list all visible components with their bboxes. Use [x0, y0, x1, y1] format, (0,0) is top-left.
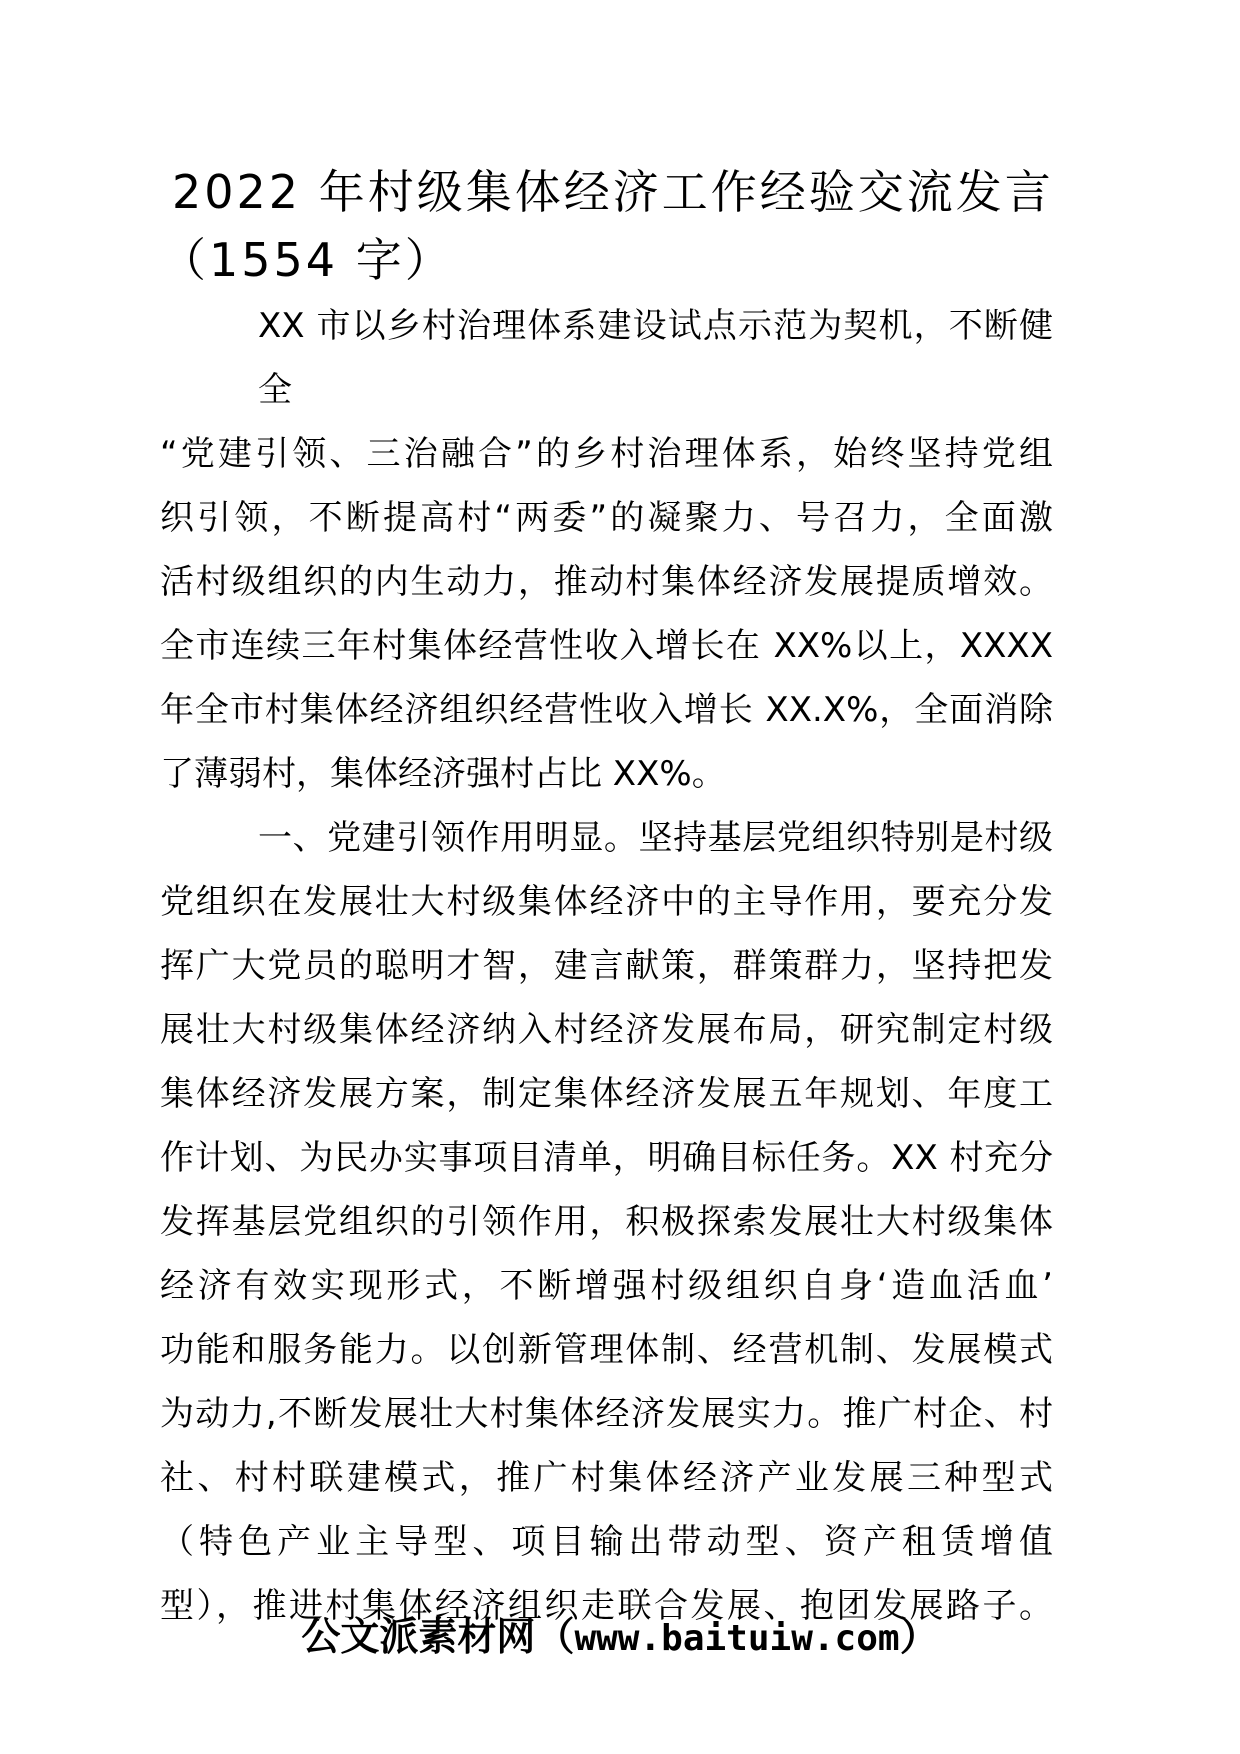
footer-close-paren: ）: [899, 1614, 939, 1660]
paragraph-2: [160, 806, 1053, 1638]
paragraph-line: 作计划、为民办实事项目清单，明确目标任务。XX 村充分: [160, 1138, 1053, 1178]
title-line-2: （1554 字）: [160, 233, 454, 287]
paragraph-line: 了薄弱村，集体经济强村占比 XX%。: [160, 754, 726, 794]
paragraph-line: 一、党建引领作用明显。坚持基层党组织特别是村级: [258, 818, 1053, 858]
paragraph-line: 活村级组织的内生动力，推动村集体经济发展提质增效。: [160, 562, 1053, 602]
paragraph-line: 为动力,不断发展壮大村集体经济发展实力。推广村企、村: [160, 1394, 1053, 1434]
paragraph-1: [160, 294, 1053, 806]
footer-open-paren: （: [535, 1614, 575, 1660]
paragraph-line: 挥广大党员的聪明才智，建言献策，群策群力，坚持把发: [160, 946, 1053, 986]
page-footer: [0, 1606, 1240, 1662]
paragraph-line: 经济有效实现形式，不断增强村级组织自身‘造血活血’: [160, 1266, 1053, 1306]
paragraph-line: 织引领，不断提高村“两委”的凝聚力、号召力，全面激: [160, 498, 1053, 538]
body-paragraphs: [160, 294, 1053, 1638]
footer-site-name: 公文派素材网: [301, 1614, 536, 1660]
paragraph-line: 集体经济发展方案，制定集体经济发展五年规划、年度工: [160, 1074, 1053, 1114]
paragraph-line: 社、村村联建模式，推广村集体经济产业发展三种型式: [160, 1458, 1053, 1498]
document-content: [160, 158, 1053, 1638]
title-line-1: 2022 年村级集体经济工作经验交流发言: [172, 165, 1054, 219]
paragraph-line: XX 市以乡村治理体系建设试点示范为契机，不断健全: [258, 306, 1053, 410]
paragraph-line: 展壮大村级集体经济纳入村经济发展布局，研究制定村级: [160, 1010, 1053, 1050]
paragraph-line: 全市连续三年村集体经营性收入增长在 XX%以上，XXXX: [160, 626, 1053, 666]
paragraph-line: 党组织在发展壮大村级集体经济中的主导作用，要充分发: [160, 882, 1053, 922]
paragraph-line: 年全市村集体经济组织经营性收入增长 XX.X%，全面消除: [160, 690, 1053, 730]
paragraph-line: 功能和服务能力。以创新管理体制、经营机制、发展模式: [160, 1330, 1053, 1370]
footer-url: www.baituiw.com: [574, 1618, 900, 1659]
paragraph-line: （特色产业主导型、项目输出带动型、资产租赁增值: [160, 1522, 1053, 1562]
document-title: [160, 158, 1053, 294]
paragraph-line: 发挥基层党组织的引领作用，积极探索发展壮大村级集体: [160, 1202, 1053, 1242]
paragraph-line: “党建引领、三治融合”的乡村治理体系，始终坚持党组: [160, 434, 1053, 474]
paragraph-line: 型），推进村集体经济组织走联合发展、抱团发展路子。: [160, 1586, 1053, 1626]
